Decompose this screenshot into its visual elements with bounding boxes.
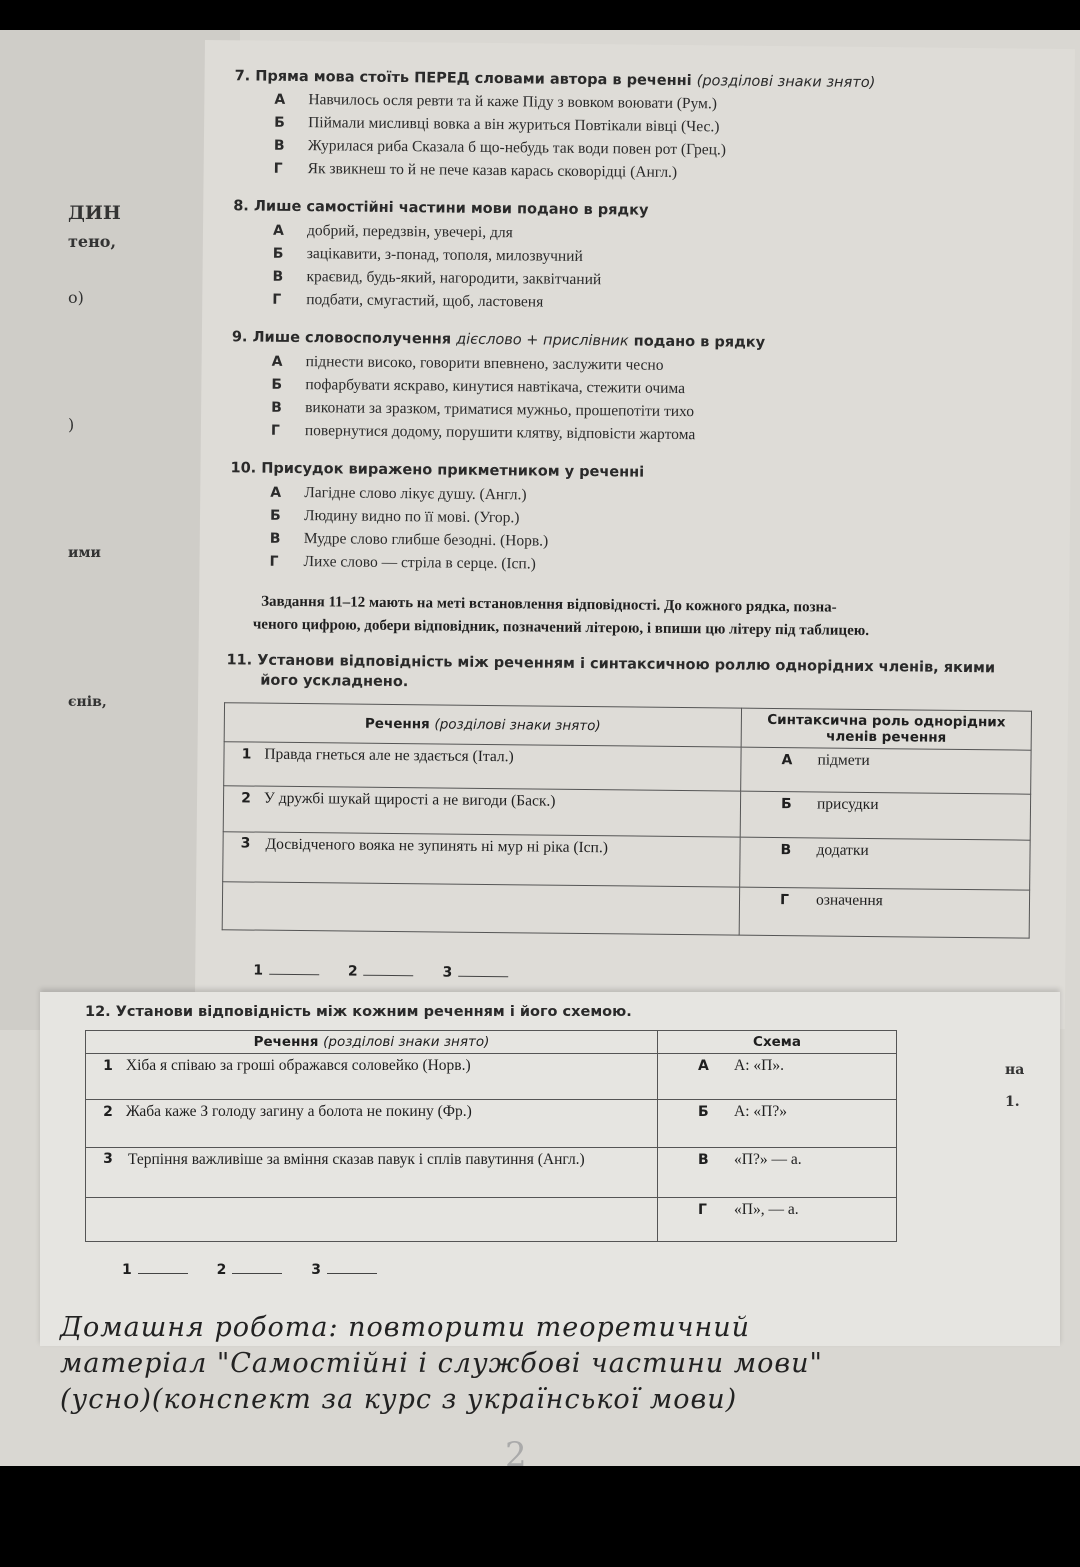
margin-fragment: о) xyxy=(68,288,84,307)
document-photo xyxy=(0,30,1080,1466)
question-11-table xyxy=(222,702,1032,938)
answer-blank[interactable] xyxy=(232,1273,282,1274)
table-row: 1 Хіба я співаю за гроші ображався соловейко (Норв.) А А: «П». xyxy=(86,1054,897,1100)
table-row: 3 Досвідченого вояка не зупинять ні мур ні ріка (Ісп.) В додатки xyxy=(223,832,1030,890)
question-7-title: 7. Пряма мова стоїть ПЕРЕД словами автора в реченні (розділові знаки знято) xyxy=(234,68,876,92)
margin-fragment: єнів, xyxy=(68,694,107,710)
margin-fragment: ДИН xyxy=(68,202,121,224)
handwritten-note-line-2: матеріал "Самостійні і службові частини мови" xyxy=(60,1348,823,1379)
table-row: Г «П», — а. xyxy=(86,1198,897,1242)
table-row: 2 У дружбі шукай щирості а не вигоди (Баск.) Б присудки xyxy=(223,786,1030,840)
q7-option-c: В Журилася риба Сказала б що-небудь так води повен рот (Грец.) xyxy=(273,137,727,159)
margin-fragment: тено, xyxy=(68,232,117,251)
question-10-title: 10. Присудок виражено прикметником у реченні xyxy=(230,460,645,481)
question-12-title: 12. Установи відповідність між кожним реченням і його схемою. xyxy=(85,1004,632,1020)
q7-option-d: Г Як звикнеш то й не пече казав карась сковорідці (Англ.) xyxy=(273,160,678,181)
question-9-title: 9. Лише словосполучення дієслово + прислівник подано в рядку xyxy=(231,329,766,351)
q11-header-sentence: Речення (розділові знаки знято) xyxy=(224,703,741,747)
q12-answer-line: 1 2 3 xyxy=(122,1262,401,1278)
table-row: 3 Терпіння важливіше за вміння сказав павук і сплів павутиння (Англ.) В «П?» — а. xyxy=(86,1148,897,1198)
answer-blank[interactable] xyxy=(327,1273,377,1274)
table-row: 1 Правда гнеться але не здається (Італ.) А підмети xyxy=(224,742,1031,794)
q11-header-role: Синтаксична роль однорідних членів речення xyxy=(741,708,1031,750)
worksheet-page-lower xyxy=(40,992,1060,1346)
q9-option-b: Б пофарбувати яскраво, кинутися навтікача, стежити очима xyxy=(271,376,686,398)
q10-option-c: В Мудре слово глибше безодні. (Норв.) xyxy=(269,530,549,550)
answer-blank[interactable] xyxy=(269,974,319,976)
q10-option-a: А Лагідне слово лікує душу. (Англ.) xyxy=(270,484,527,504)
q12-header-sentence: Речення (розділові знаки знято) xyxy=(86,1031,658,1054)
q8-option-d: Г подбати, смугастий, щоб, ластовеня xyxy=(272,291,544,311)
q9-option-d: Г повернутися додому, порушити клятву, відповісти жартома xyxy=(270,422,696,444)
instruction-line-1: Завдання 11–12 мають на меті встановлення відповідності. До кожного рядка, позна- xyxy=(261,593,837,616)
q11-answer-line: 1 2 3 xyxy=(253,963,532,982)
q7-option-a: А Навчилось осля ревти та й каже Піду з вовком воювати (Рум.) xyxy=(274,91,718,113)
q12-header-scheme: Схема xyxy=(658,1031,897,1054)
q9-option-a: А піднести високо, говорити впевнено, заслужити чесно xyxy=(271,353,664,374)
question-12-table xyxy=(85,1030,897,1242)
handwritten-note-line-1: Домашня робота: повторити теоретичний xyxy=(60,1312,751,1343)
table-row: 2 Жаба каже З голоду загину а болота не покину (Фр.) Б А: «П?» xyxy=(86,1100,897,1148)
table-row: Г означення xyxy=(222,882,1029,938)
q7-option-b: Б Піймали мисливці вовка а він журиться Повтікали вівці (Чес.) xyxy=(274,114,720,136)
q10-option-b: Б Людину видно по її мові. (Угор.) xyxy=(269,507,520,527)
answer-blank[interactable] xyxy=(364,975,414,977)
answer-blank[interactable] xyxy=(458,976,508,978)
question-11-title: 11. Установи відповідність між реченням і синтаксичною роллю однорідних членів, якими xyxy=(226,652,996,677)
handwritten-note-line-3: (усно)(конспект за курс з української мови) xyxy=(60,1384,738,1415)
q9-option-c: В виконати за зразком, триматися мужньо, прошепотіти тихо xyxy=(271,399,695,421)
question-8-title: 8. Лише самостійні частини мови подано в рядку xyxy=(233,198,649,219)
worksheet-page-upper xyxy=(195,40,1075,1029)
q8-option-b: Б зацікавити, з-понад, тополя, милозвучний xyxy=(272,245,583,265)
q8-option-a: А добрий, передзвін, увечері, для xyxy=(272,222,513,242)
q8-option-c: В краєвид, будь-який, нагородити, заквітчаний xyxy=(272,268,602,289)
margin-fragment: ) xyxy=(68,415,75,434)
instruction-line-2: ченого цифрою, добери відповідник, позначений літерою, і впиши цю літеру під таблицею. xyxy=(252,616,870,639)
answer-blank[interactable] xyxy=(138,1273,188,1274)
page-mark: 2 xyxy=(505,1435,527,1466)
right-margin-fragment: 1. xyxy=(1005,1094,1020,1110)
margin-fragment: ими xyxy=(68,545,101,561)
q10-option-d: Г Лихе слово — стріла в серце. (Ісп.) xyxy=(269,553,536,573)
question-11-title-cont: його ускладнено. xyxy=(260,672,409,691)
right-margin-fragment: на xyxy=(1005,1062,1025,1078)
